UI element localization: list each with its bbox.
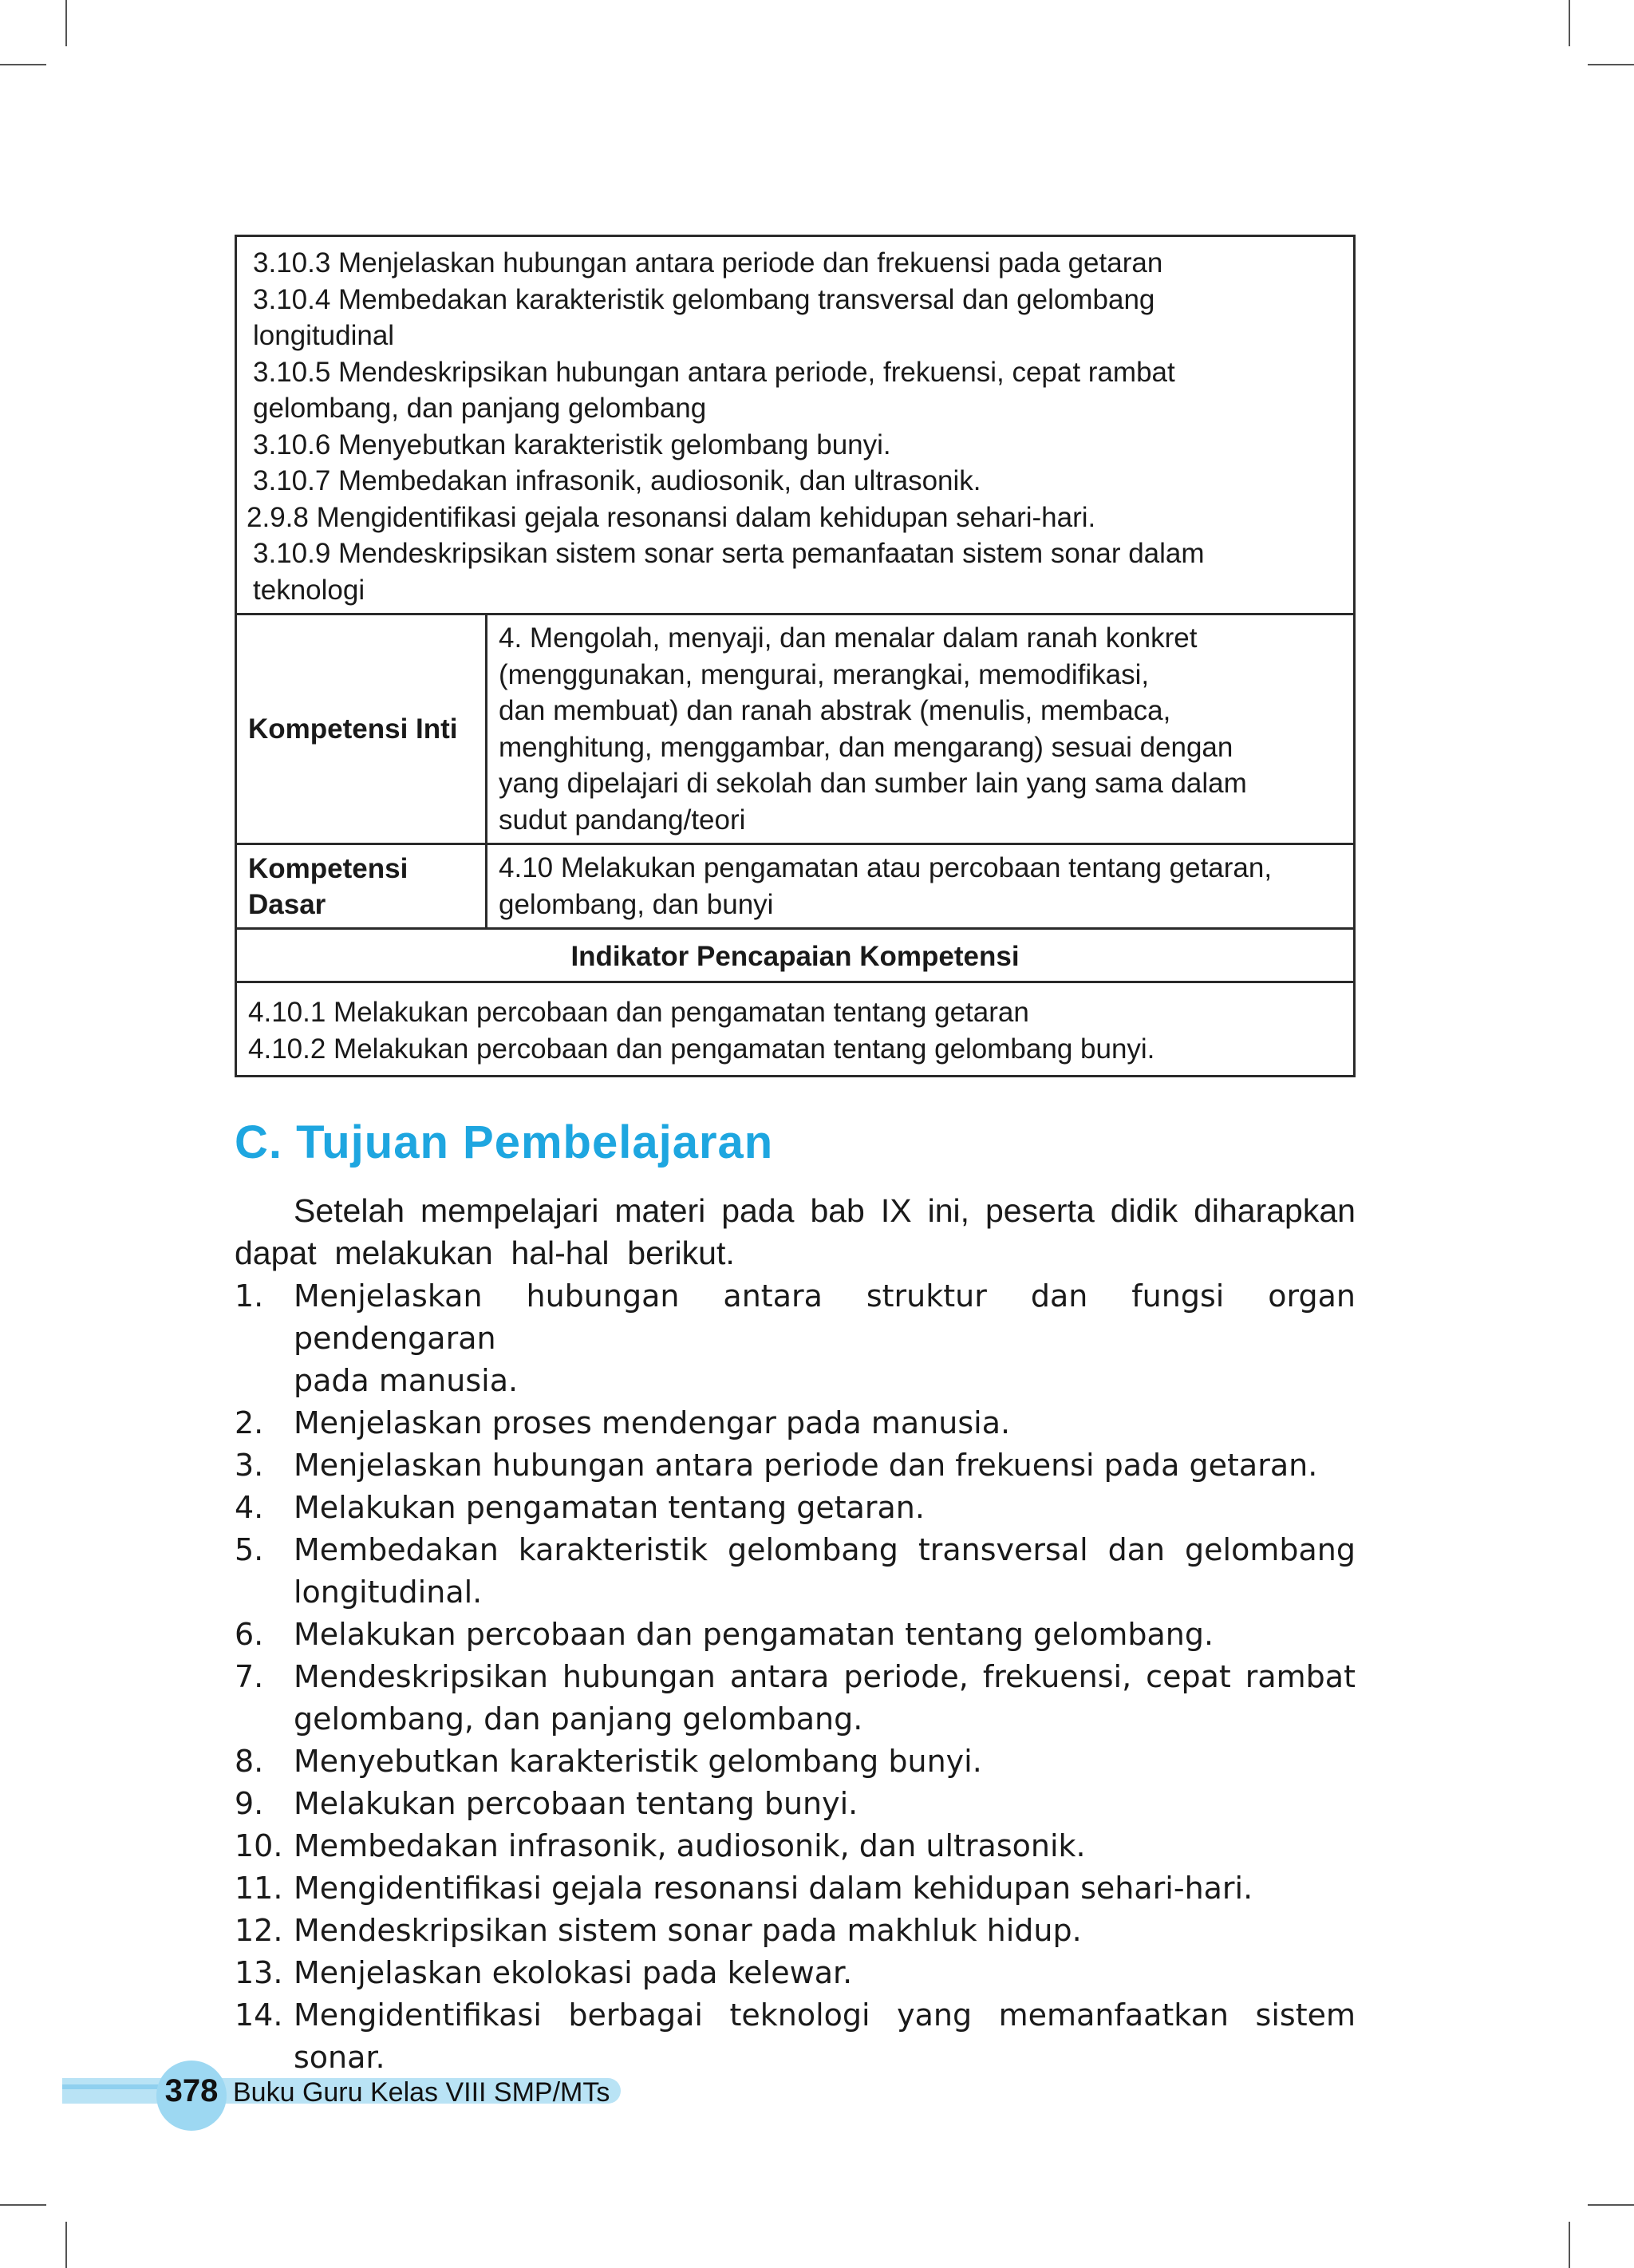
intro-word: mempelajari — [420, 1192, 599, 1229]
intro-word: peserta — [985, 1192, 1095, 1229]
table-line: 4.10 Melakukan pengamatan atau percobaan tentang getaran, — [499, 852, 1273, 883]
table-line: 4. Mengolah, menyaji, dan menalar dalam ranah konkret — [499, 622, 1198, 654]
list-item — [235, 1275, 1356, 1402]
list-text: Menjelaskan ekolokasi pada kelewar. — [294, 1955, 853, 1990]
table-line: 4.10.1 Melakukan percobaan dan pengamatan tentang getaran — [248, 997, 1029, 1028]
table-line: 3.10.6 Menyebutkan karakteristik gelombang bunyi. — [253, 429, 891, 460]
list-text — [294, 1275, 1356, 1402]
table-line: yang dipelajari di sekolah dan sumber lain yang sama dalam — [499, 768, 1247, 799]
list-number: 2. — [235, 1405, 264, 1440]
list-text: Menjelaskan hubungan antara periode dan frekuensi pada getaran. — [294, 1448, 1318, 1483]
kompetensi-dasar-row — [237, 843, 1353, 927]
intro-paragraph — [235, 1190, 1356, 1274]
list-number: 11. — [235, 1871, 283, 1906]
list-text — [294, 1529, 1356, 1614]
indicator-items-row — [237, 981, 1353, 1075]
list-text: Melakukan pengamatan tentang getaran. — [294, 1490, 925, 1525]
intro-word: didik — [1110, 1192, 1178, 1229]
competency-table — [235, 235, 1356, 1077]
crop-mark — [65, 0, 67, 46]
list-item — [235, 1529, 1356, 1614]
list-number: 1. — [235, 1278, 264, 1314]
list-item — [235, 1783, 1356, 1825]
section-title: C. Tujuan Pembelajaran — [235, 1116, 774, 1168]
kompetensi-dasar-label-line: Dasar — [248, 888, 326, 920]
table-line: menghitung, menggambar, dan mengarang) sesuai dengan — [499, 731, 1233, 763]
list-text: Melakukan percobaan tentang bunyi. — [294, 1786, 858, 1821]
list-number: 6. — [235, 1617, 264, 1652]
list-item — [235, 1741, 1356, 1783]
table-line: longitudinal — [253, 320, 395, 351]
list-text: Mengidentifikasi gejala resonansi dalam kehidupan sehari-hari. — [294, 1871, 1253, 1906]
list-item — [235, 1952, 1356, 1994]
list-item — [235, 1656, 1356, 1741]
list-text-line: pada manusia. — [294, 1363, 519, 1398]
list-number: 8. — [235, 1744, 264, 1779]
kompetensi-dasar-value — [487, 845, 1353, 927]
list-text: Menjelaskan proses mendengar pada manusia. — [294, 1405, 1011, 1440]
table-line: sudut pandang/teori — [499, 804, 746, 836]
table-line: 3.10.7 Membedakan infrasonik, audiosonik, dan ultrasonik. — [253, 465, 981, 496]
list-number: 12. — [235, 1913, 283, 1948]
table-line: 4.10.2 Melakukan percobaan dan pengamatan tentang gelombang bunyi. — [248, 1033, 1155, 1065]
list-item — [235, 1487, 1356, 1529]
list-text: Membedakan infrasonik, audiosonik, dan ultrasonik. — [294, 1828, 1086, 1863]
table-line: 3.10.4 Membedakan karakteristik gelombang transversal dan gelombang — [253, 283, 1155, 315]
page-number: 378 — [164, 2073, 219, 2108]
indicator-items-cell — [237, 983, 1353, 1075]
list-text-line: Membedakan karakteristik gelombang transversal dan gelombang — [294, 1532, 1356, 1567]
list-item — [235, 1867, 1356, 1910]
indicator-list-cell — [237, 237, 1353, 613]
list-text: Melakukan percobaan dan pengamatan tentang gelombang. — [294, 1617, 1214, 1652]
crop-mark — [0, 64, 46, 65]
learning-objectives-list — [235, 1275, 1356, 2079]
list-text — [294, 1656, 1356, 1741]
table-line: gelombang, dan bunyi — [499, 888, 774, 920]
crop-mark — [1569, 2222, 1570, 2268]
list-item — [235, 1994, 1356, 2079]
list-item — [235, 1444, 1356, 1487]
list-number: 5. — [235, 1532, 264, 1567]
list-item — [235, 1614, 1356, 1656]
table-line: (menggunakan, mengurai, merangkai, memodifikasi, — [499, 658, 1150, 690]
list-number: 9. — [235, 1786, 264, 1821]
crop-mark — [0, 2204, 46, 2206]
intro-word: bab — [810, 1192, 865, 1229]
intro-word: materi — [614, 1192, 706, 1229]
crop-mark — [1569, 0, 1570, 46]
list-item — [235, 1825, 1356, 1867]
table-line: 2.9.8 Mengidentifikasi gejala resonansi dalam kehidupan sehari-hari. — [247, 501, 1096, 533]
list-text-line: Mendeskripsikan hubungan antara periode, frekuensi, cepat rambat — [294, 1659, 1356, 1694]
intro-word: pada — [721, 1192, 795, 1229]
list-text: Mendeskripsikan sistem sonar pada makhluk hidup. — [294, 1913, 1082, 1948]
list-text: Menyebutkan karakteristik gelombang bunyi. — [294, 1744, 982, 1779]
intro-line-2: dapat melakukan hal-hal berikut. — [235, 1235, 735, 1271]
list-number: 10. — [235, 1828, 283, 1863]
intro-word: ini, — [927, 1192, 970, 1229]
table-line: 3.10.3 Menjelaskan hubungan antara periode dan frekuensi pada getaran — [253, 247, 1163, 279]
book-title: Buku Guru Kelas VIII SMP/MTs — [233, 2077, 610, 2108]
crop-mark — [65, 2222, 67, 2268]
intro-word: IX — [880, 1192, 912, 1229]
kompetensi-inti-label: Kompetensi Inti — [237, 615, 487, 843]
crop-mark — [1588, 2204, 1634, 2206]
table-line: 3.10.9 Mendeskripsikan sistem sonar serta pemanfaatan sistem sonar dalam — [253, 538, 1205, 569]
table-line: dan membuat) dan ranah abstrak (menulis, membaca, — [499, 695, 1171, 726]
kompetensi-inti-row — [237, 613, 1353, 843]
list-item — [235, 1402, 1356, 1444]
list-number: 3. — [235, 1448, 264, 1483]
indicator-header-row — [237, 927, 1353, 981]
intro-line-1 — [235, 1190, 1356, 1232]
list-number: 14. — [235, 1997, 283, 2033]
list-number: 7. — [235, 1659, 264, 1694]
list-text-line: Menjelaskan hubungan antara struktur dan fungsi organ pendengaran — [294, 1278, 1356, 1356]
indicator-list-row — [237, 237, 1353, 613]
crop-mark — [1588, 64, 1634, 65]
list-number: 4. — [235, 1490, 264, 1525]
kompetensi-inti-value — [487, 615, 1353, 843]
indicator-header: Indikator Pencapaian Kompetensi — [570, 941, 1020, 972]
kompetensi-dasar-label — [237, 845, 487, 927]
list-number: 13. — [235, 1955, 283, 1990]
list-item — [235, 1910, 1356, 1952]
table-line: teknologi — [253, 574, 365, 606]
list-text-line: longitudinal. — [294, 1575, 483, 1610]
list-text: Mengidentifikasi berbagai teknologi yang memanfaatkan sistem sonar. — [294, 1997, 1356, 2075]
intro-word: diharapkan — [1194, 1192, 1356, 1229]
intro-word: Setelah — [294, 1192, 405, 1229]
kompetensi-dasar-label-line: Kompetensi — [248, 852, 408, 884]
list-text-line: gelombang, dan panjang gelombang. — [294, 1701, 863, 1737]
table-line: 3.10.5 Mendeskripsikan hubungan antara periode, frekuensi, cepat rambat — [253, 356, 1175, 388]
table-line: gelombang, dan panjang gelombang — [253, 393, 707, 424]
